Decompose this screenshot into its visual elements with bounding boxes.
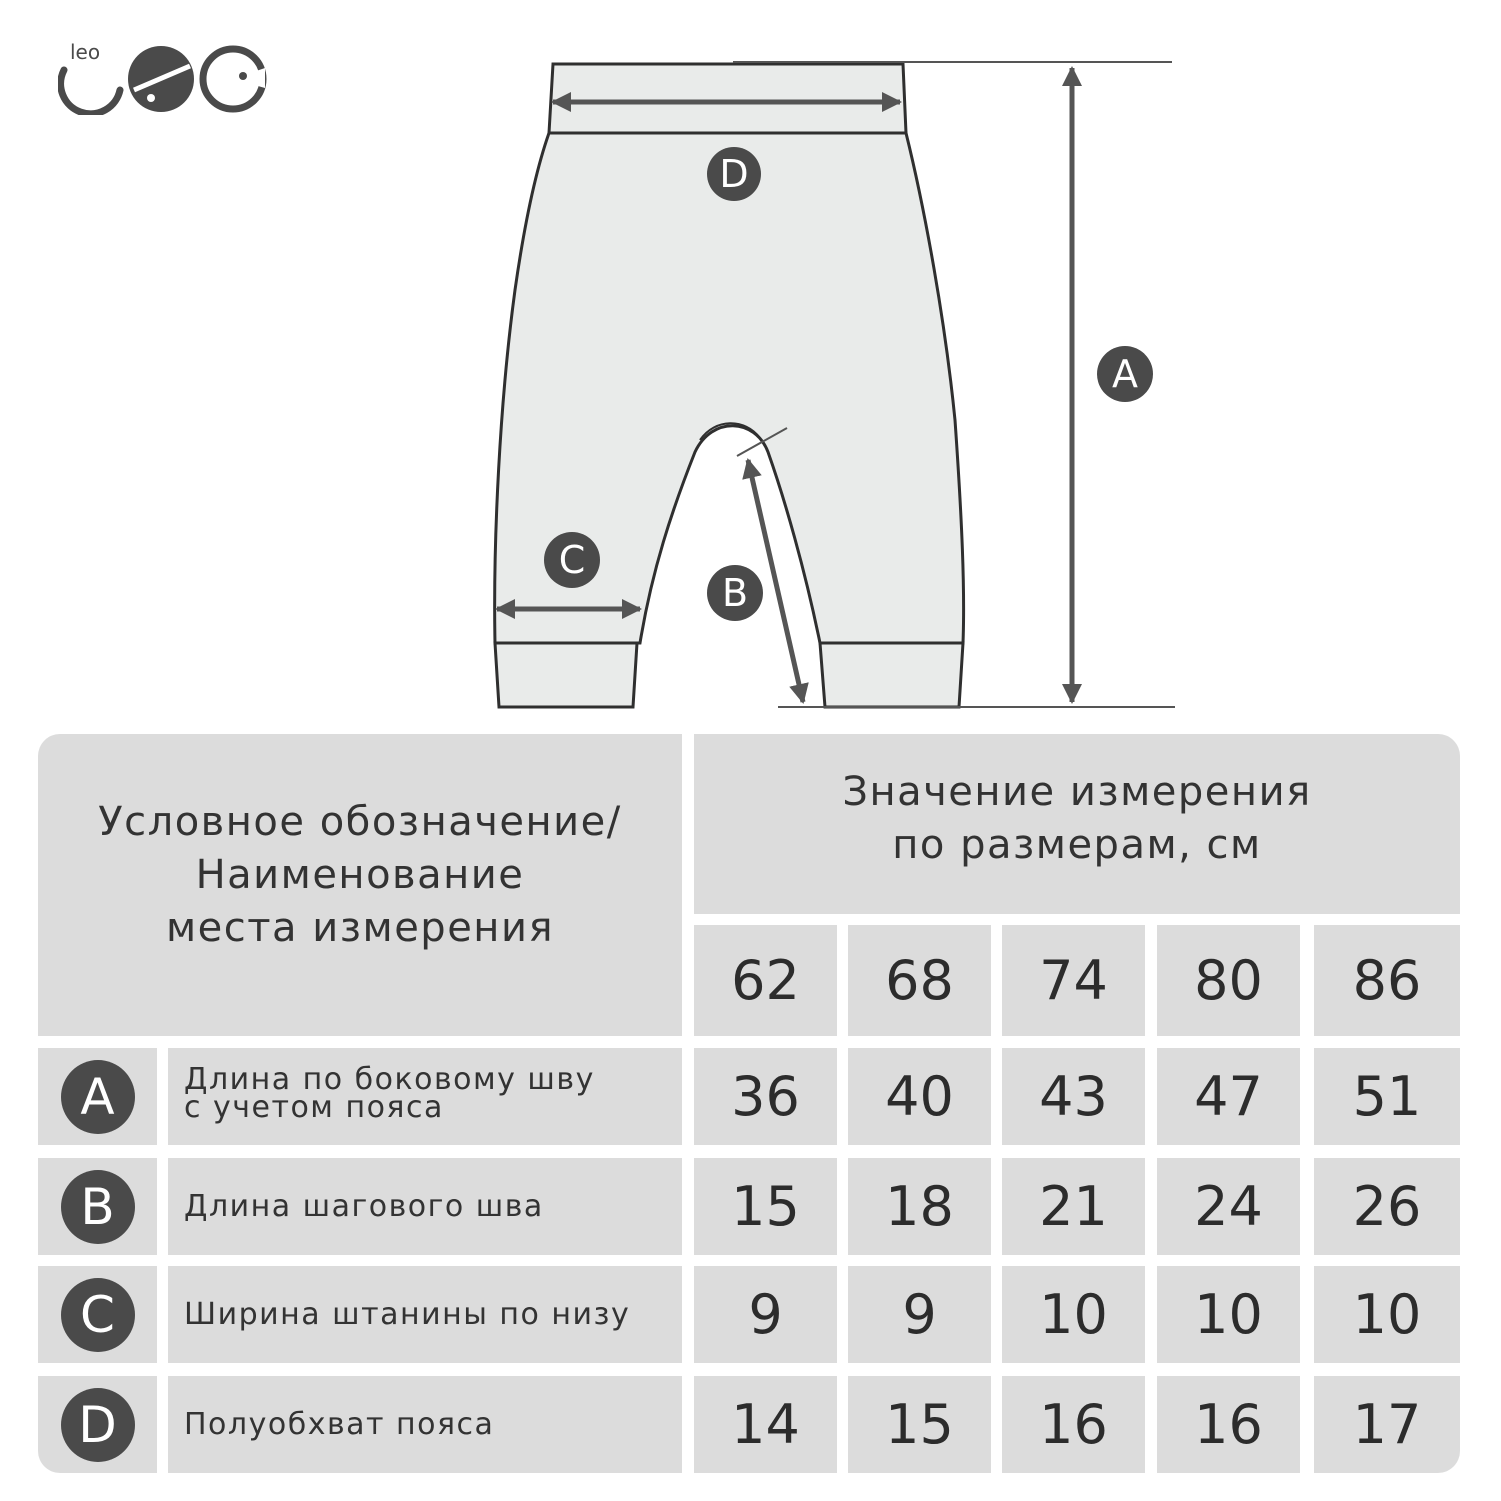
table-value: 10 bbox=[1314, 1266, 1460, 1363]
badge-d-diagram: D bbox=[707, 147, 761, 201]
size-header: 62 bbox=[694, 925, 837, 1036]
row-b-name-cell: Длина шагового шва bbox=[168, 1158, 682, 1255]
table-value: 15 bbox=[848, 1376, 991, 1473]
row-d-name-cell: Полуобхват пояса bbox=[168, 1376, 682, 1473]
row-c-code-cell bbox=[38, 1266, 157, 1363]
table-value: 16 bbox=[1157, 1376, 1300, 1473]
table-value: 10 bbox=[1002, 1266, 1145, 1363]
size-header: 80 bbox=[1157, 925, 1300, 1036]
table-value: 21 bbox=[1002, 1158, 1145, 1255]
table-value: 17 bbox=[1314, 1376, 1460, 1473]
pants-diagram bbox=[0, 0, 1501, 730]
table-value: 15 bbox=[694, 1158, 837, 1255]
table-value: 47 bbox=[1157, 1048, 1300, 1145]
row-a-name-cell: Длина по боковому шву с учетом пояса bbox=[168, 1048, 682, 1145]
header-values: Значение измерения по размерам, см bbox=[694, 734, 1460, 914]
table-value: 26 bbox=[1314, 1158, 1460, 1255]
table-value: 10 bbox=[1157, 1266, 1300, 1363]
table-value: 40 bbox=[848, 1048, 991, 1145]
size-header: 86 bbox=[1314, 925, 1460, 1036]
table-value: 16 bbox=[1002, 1376, 1145, 1473]
table-value: 14 bbox=[694, 1376, 837, 1473]
badge-c-diagram: C bbox=[544, 532, 600, 588]
size-header: 68 bbox=[848, 925, 991, 1036]
row-a-code-cell bbox=[38, 1048, 157, 1145]
right-cuff-shape bbox=[820, 643, 963, 707]
header-designation: Условное обозначение/ Наименование места измерения bbox=[38, 734, 682, 1036]
table-value: 24 bbox=[1157, 1158, 1300, 1255]
table-value: 9 bbox=[848, 1266, 991, 1363]
badge-a-diagram: A bbox=[1097, 346, 1153, 402]
size-header: 74 bbox=[1002, 925, 1145, 1036]
table-value: 9 bbox=[694, 1266, 837, 1363]
badge-c: C bbox=[61, 1278, 135, 1352]
badge-b: B bbox=[61, 1170, 135, 1244]
table-value: 43 bbox=[1002, 1048, 1145, 1145]
table-value: 36 bbox=[694, 1048, 837, 1145]
badge-a: A bbox=[61, 1060, 135, 1134]
badge-d: D bbox=[61, 1388, 135, 1462]
waistband-shape bbox=[549, 64, 906, 133]
left-cuff-shape bbox=[495, 643, 637, 707]
row-c-name-cell: Ширина штанины по низу bbox=[168, 1266, 682, 1363]
table-value: 51 bbox=[1314, 1048, 1460, 1145]
table-value: 18 bbox=[848, 1158, 991, 1255]
row-b-code-cell bbox=[38, 1158, 157, 1255]
badge-b-diagram: B bbox=[707, 565, 763, 621]
row-d-code-cell bbox=[38, 1376, 157, 1473]
brand-logo-small-text: leo bbox=[70, 40, 101, 64]
